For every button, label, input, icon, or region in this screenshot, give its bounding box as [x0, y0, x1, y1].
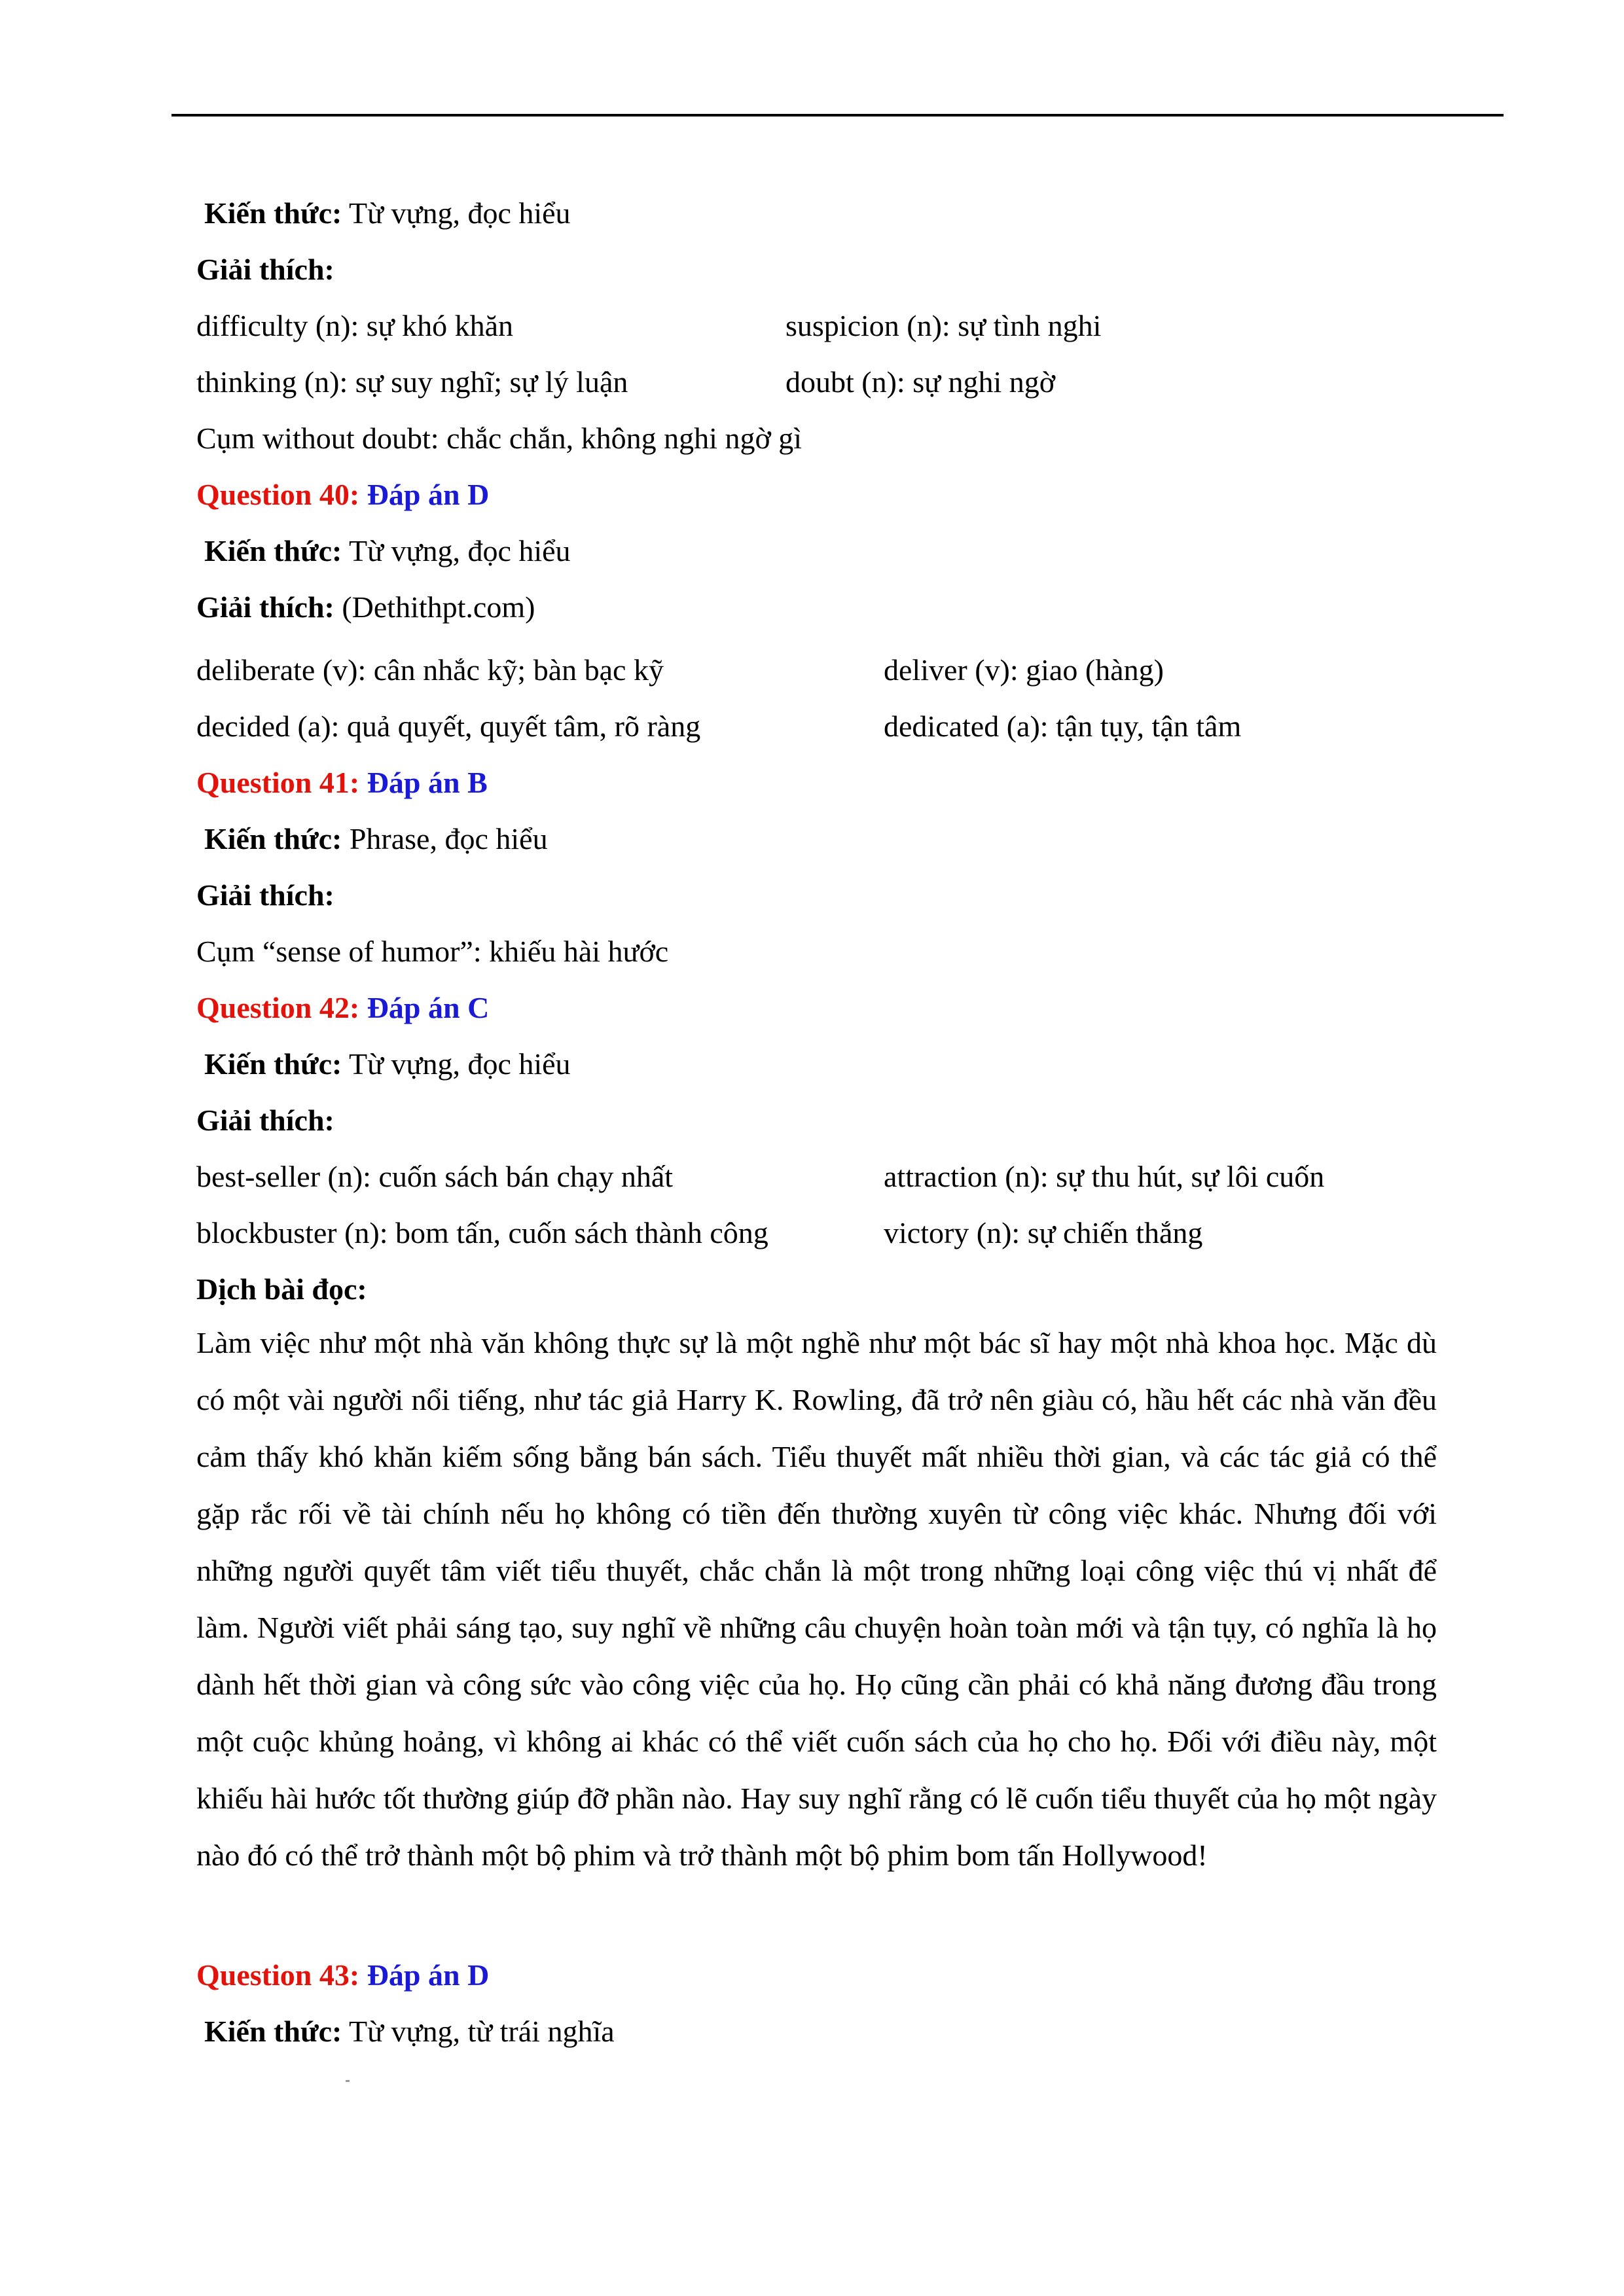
header-rule — [171, 114, 1504, 117]
q42-giai-thich-label: Giải thích: — [196, 1103, 334, 1137]
stray-mark — [346, 2080, 350, 2082]
kien-thuc-label: Kiến thức: — [204, 534, 342, 567]
question-number: Question 40: — [196, 478, 360, 511]
q40-kien-thuc — [204, 533, 571, 569]
question-number: Question 41: — [196, 766, 360, 799]
q42-vocab-2-left: blockbuster (n): bom tấn, cuốn sách thành công — [196, 1216, 768, 1249]
answer-key: Đáp án B — [359, 766, 488, 799]
kien-thuc-text: Từ vựng, đọc hiểu — [342, 1047, 571, 1081]
q40-heading — [196, 476, 489, 513]
q42-heading — [196, 990, 489, 1026]
q40-vocab-1-right: deliver (v): giao (hàng) — [884, 653, 1164, 687]
answer-key: Đáp án D — [359, 1958, 490, 1992]
q39-note: Cụm without doubt: chắc chắn, không nghi ngờ gì — [196, 422, 803, 455]
kien-thuc-label: Kiến thức: — [204, 1047, 342, 1081]
q42-vocab-1-right: attraction (n): sự thu hút, sự lôi cuốn — [884, 1160, 1325, 1193]
q43-heading — [196, 1957, 489, 1994]
kien-thuc-label: Kiến thức: — [204, 196, 342, 230]
kien-thuc-text: Từ vựng, đọc hiểu — [342, 534, 571, 567]
q39-vocab-1-right: suspicion (n): sự tình nghi — [785, 309, 1102, 342]
q40-vocab-1-left: deliberate (v): cân nhắc kỹ; bàn bạc kỹ — [196, 653, 664, 687]
translation-paragraph: Làm việc như một nhà văn không thực sự là một nghề như một bác sĩ hay một nhà khoa học. Mặc dù có một vài người nổi tiếng, như tác giả Harry K. Rowling, đã trở nên giàu có, hầu hết các nhà văn đều cảm thấy khó khăn kiếm sống bằng bán sách. Tiểu thuyết mất nhiều thời gian, và các tác giả có thể gặp rắc rối về tài chính nếu họ không có tiền đến thường xuyên từ công việc khác. Nhưng đối với những người quyết tâm viết tiểu thuyết, chắc chắn là một trong những loại công việc thú vị nhất để làm. Người viết phải sáng tạo, suy nghĩ về những câu chuyện hoàn toàn mới và tận tụy, có nghĩa là họ dành hết thời gian và công sức vào công việc của họ. Họ cũng cần phải có khả năng đương đầu trong một cuộc khủng hoảng, vì không ai khác có thể viết cuốn sách của họ cho họ. Đối với điều này, một khiếu hài hước tốt thường giúp đỡ phần nào. Hay suy nghĩ rằng có lẽ cuốn tiểu thuyết của họ một ngày nào đó có thể trở thành một bộ phim và trở thành một bộ phim bom tấn Hollywood! — [196, 1326, 1437, 1872]
kien-thuc-label: Kiến thức: — [204, 822, 342, 855]
q39-vocab-1-left: difficulty (n): sự khó khăn — [196, 309, 514, 342]
q39-vocab-2-right: doubt (n): sự nghi ngờ — [785, 365, 1056, 399]
q43-kien-thuc — [204, 2013, 615, 2050]
giai-thich-source: (Dethithpt.com) — [334, 590, 535, 624]
dich-bai-doc-label: Dịch bài đọc: — [196, 1272, 367, 1306]
question-number: Question 43: — [196, 1958, 360, 1992]
q40-vocab-2-left: decided (a): quả quyết, quyết tâm, rõ ràng — [196, 709, 701, 743]
giai-thich-label: Giải thích: — [196, 590, 334, 624]
q41-giai-thich-label: Giải thích: — [196, 878, 334, 912]
kien-thuc-text: Từ vựng, đọc hiểu — [342, 196, 571, 230]
kien-thuc-text: Phrase, đọc hiểu — [342, 822, 548, 855]
q42-vocab-2-right: victory (n): sự chiến thắng — [884, 1216, 1203, 1249]
q41-note: Cụm “sense of humor”: khiếu hài hước — [196, 935, 669, 968]
question-number: Question 42: — [196, 991, 360, 1024]
q42-vocab-1-left: best-seller (n): cuốn sách bán chạy nhất — [196, 1160, 674, 1193]
q41-kien-thuc — [204, 821, 548, 857]
q42-kien-thuc — [204, 1046, 571, 1083]
q39-kien-thuc — [204, 195, 571, 232]
q40-giai-thich — [196, 589, 535, 626]
kien-thuc-label: Kiến thức: — [204, 2015, 342, 2048]
kien-thuc-text: Từ vựng, từ trái nghĩa — [342, 2015, 615, 2048]
q39-vocab-2-left: thinking (n): sự suy nghĩ; sự lý luận — [196, 365, 628, 399]
q40-vocab-2-right: dedicated (a): tận tụy, tận tâm — [884, 709, 1242, 743]
q39-giai-thich-label: Giải thích: — [196, 253, 334, 286]
answer-key: Đáp án C — [359, 991, 490, 1024]
answer-key: Đáp án D — [359, 478, 490, 511]
q41-heading — [196, 764, 488, 801]
